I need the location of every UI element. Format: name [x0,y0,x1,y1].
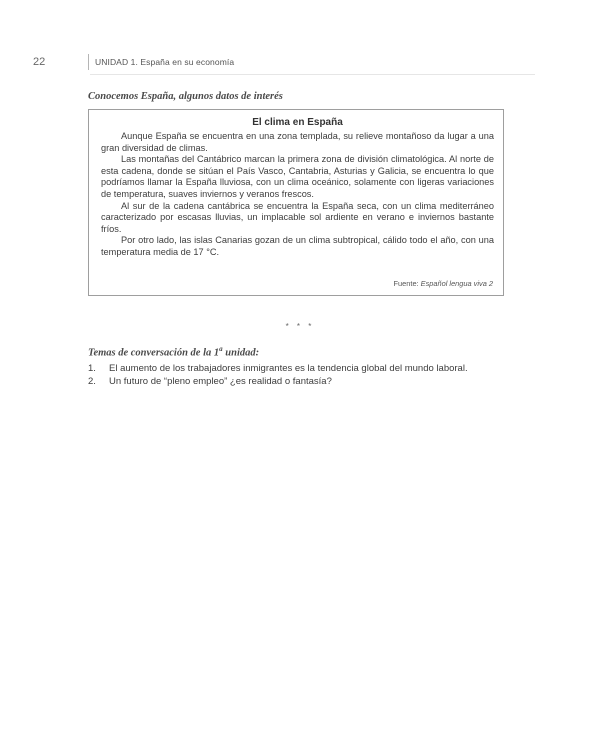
running-header [0,56,600,72]
topics-list [88,362,528,388]
list-item [88,362,528,375]
climate-info-box [88,109,504,296]
source-title: Español lengua viva 2 [420,279,493,288]
source-label: Fuente: [393,279,419,288]
box-title: El clima en España [252,117,343,128]
topics-heading-sup: a [219,345,223,353]
header-divider [88,54,89,70]
box-paragraph-3: Al sur de la cadena cantábrica se encuentra la España seca, con un clima mediterráneo caracterizado por escasas lluvias, un implacable sol ardiente en verano e inviernos bastante fríos. [101,200,494,234]
page-number: 22 [33,56,46,68]
list-item-number: 1. [88,363,96,374]
topics-heading-suffix: unidad: [222,347,260,359]
box-paragraph-2: Las montañas del Cantábrico marcan la primera zona de división climatológica. Al norte de esta cadena, donde se sitúan el País Vasco, Cantabria, Asturias y Galicia, se encuentra lo que podríamos llamar la España lluviosa, con un clima oceánico, solamente con ligeras variaciones de temperatura, suaves inviernos y veranos frescos. [101,154,494,199]
topics-heading [88,345,259,359]
box-source [394,279,493,288]
section-heading: Conocemos España, algunos datos de interés [88,91,283,102]
header-rule [90,74,535,75]
section-separator: * * * [285,322,315,331]
list-item [88,375,528,388]
list-item-text: El aumento de los trabajadores inmigrantes es la tendencia global del mundo laboral. [109,363,468,374]
list-item-text: Un futuro de “pleno empleo” ¿es realidad o fantasía? [109,376,332,387]
chapter-title: UNIDAD 1. España en su economía [95,57,235,67]
box-paragraph-1: Aunque España se encuentra en una zona templada, su relieve montañoso da lugar a una gran diversidad de climas. [101,131,494,153]
list-item-number: 2. [88,376,96,387]
topics-heading-prefix: Temas de conversación de la 1 [88,347,220,359]
box-paragraph-4: Por otro lado, las islas Canarias gozan de un clima subtropical, cálido todo el año, con una temperatura media de 17 °C. [101,235,494,257]
